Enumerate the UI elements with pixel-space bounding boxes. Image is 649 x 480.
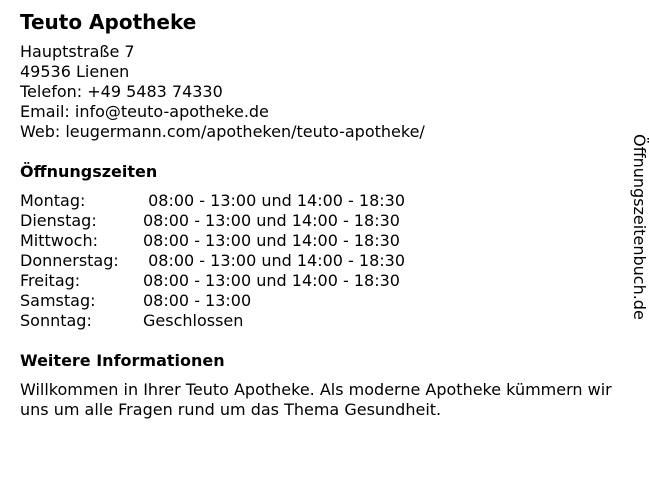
day-label: Mittwoch: (20, 231, 98, 250)
hours-row (20, 291, 620, 311)
brand-text: Öffnungszeitenbuch.de (630, 134, 649, 320)
hours-row (20, 271, 620, 291)
day-label: Samstag: (20, 291, 96, 310)
postal-city: 49536 Lienen (20, 62, 130, 81)
email-address: Email: info@teuto-apotheke.de (20, 102, 269, 121)
more-info-text: Willkommen in Ihrer Teuto Apotheke. Als moderne Apotheke kümmern wir uns um alle Fragen rund um das Thema Gesundheit. (20, 380, 612, 419)
more-info-heading: Weitere Informationen (20, 351, 225, 370)
hours-value: 08:00 - 13:00 (143, 291, 252, 310)
hours-row (20, 211, 620, 231)
hours-value: 08:00 - 13:00 und 14:00 - 18:30 (143, 231, 400, 250)
hours-row (20, 191, 620, 211)
hours-value: Geschlossen (143, 311, 244, 330)
hours-value: 08:00 - 13:00 und 14:00 - 18:30 (143, 211, 400, 230)
opening-hours-table (20, 191, 620, 331)
street-address: Hauptstraße 7 (20, 42, 135, 61)
hours-value: 08:00 - 13:00 und 14:00 - 18:30 (143, 191, 406, 210)
day-label: Montag: (20, 191, 86, 210)
pharmacy-card (20, 9, 620, 420)
brand-watermark (627, 134, 647, 364)
phone-number: Telefon: +49 5483 74330 (20, 82, 223, 101)
hours-value: 08:00 - 13:00 und 14:00 - 18:30 (143, 271, 400, 290)
website-url: Web: leugermann.com/apotheken/teuto-apotheke/ (20, 122, 425, 141)
day-label: Sonntag: (20, 311, 92, 330)
hours-row (20, 231, 620, 251)
hours-value: 08:00 - 13:00 und 14:00 - 18:30 (143, 251, 406, 270)
day-label: Donnerstag: (20, 251, 119, 270)
hours-row (20, 311, 620, 331)
day-label: Dienstag: (20, 211, 97, 230)
day-label: Freitag: (20, 271, 81, 290)
pharmacy-name: Teuto Apotheke (20, 10, 197, 34)
opening-hours-heading: Öffnungszeiten (20, 162, 158, 181)
hours-row (20, 251, 620, 271)
